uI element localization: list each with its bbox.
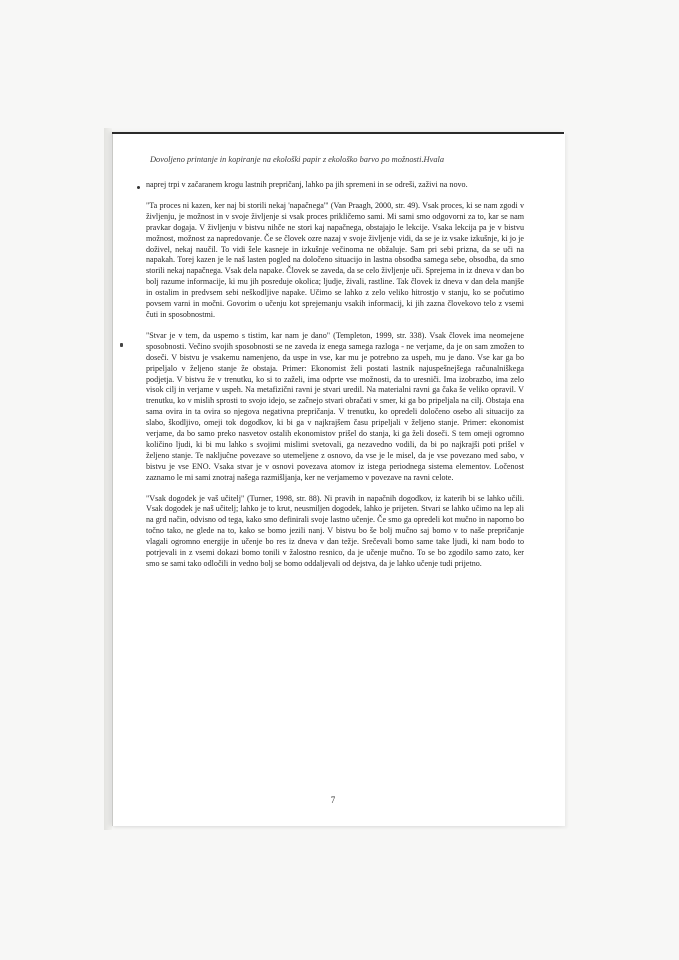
paragraph-4: "Vsak dogodek je vaš učitelj" (Turner, 1998, str. 88). Ni pravih in napačnih dogodkov, iz katerih bi se lahko učili. Vsak dogodek je naš učitelj; lahko je to krut, neusmiljen dogodek, lahko je prijeten. Stvari se lahko učimo na lep ali na grd način, odvisno od tega, kako smo definirali svoje lastno učenje. Če smo ga opredeli kot mučno in naporno bo točno tako, ne glede na to, kako se bomo jezili nanj. V bistvu bo še bolj mučno saj bomo v to naše prepričanje vlagali ogromno energije in učenje bo res iz dneva v dan težje. Srečevali bomo same take ljudi, ki nam bodo to potrjevali in z vsemi dokazi bomo tonili v žalostno resnico, da je učenje mučno. To se bo zgodilo samo zato, ker smo se sami tako odločili in vedno bolj se bomo oddaljevali od dejstva, da je lahko učenje tudi prijetno.: [146, 493, 524, 568]
paragraph-3: "Stvar je v tem, da uspemo s tistim, kar nam je dano" (Templeton, 1999, str. 338). Vsak človek ima neomejene sposobnosti. Večino svojih sposobnosti se ne zaveda iz enega samega razloga - ne verjame, da je on sam zmožen to doseči. V bistvu je vsakemu namenjeno, da uspe in vse, kar mu je potrebno za uspeh, mu je dano. Vse kar ga bo pripeljalo v željeno stanje že obstaja. Primer: Ekonomist želi postati lastnik najuspešnejšega računalniškega podjetja. V bistvu že v trenutku, ko si to zaželi, ima odprte vse možnosti, da to uresniči. Ima izobrazbo, ima zelo visok cilj in verjame v uspeh. Na metafizični ravni je stvari uredil. Na materialni ravni ga čaka še veliko opravil. V trenutku, ko v mislih sprosti to svojo idejo, se začnejo stvari obračati v smer, ki ga bo pripeljala na cilj. Obstaja ena sama ovira in ta ovira so njegova negativna prepričanja. V trenutku, ko opredeli določeno osebo ali situacijo za slabo, škodljivo, omeji tok dogodkov, ki bi ga v najkrajšem času pripeljali v željeno stanje. Primer: ekonomist verjame, da bo samo preko nasvetov ostalih ekonomistov prišel do stanja, ki ga želi doseči. S tem omeji ogromno količino ljudi, ki bi mu lahko s svojimi mislimi svetovali, ga nezavedno vodili, da bi po najkrajši poti prišel v željeno stanje. Te nakljuĉne povezave so utemeljene z osnovo, da vse je le misel, da je vse povezano med sabo, v bistvu je vse ENO. Vsaka stvar je v osnovi povezava atomov iz istega periodnega sistema elementov. Ločenost zaznamo le mi sami znotraj našega razmišljanja, ker ne verjamemo v povezave na ravni celote.: [146, 330, 524, 482]
top-rule: [112, 132, 564, 134]
body-text: [146, 180, 524, 580]
paragraph-1: naprej trpi v začaranem krogu lastnih prepričanj, lahko pa jih spremeni in se odreši, zaživi na novo.: [146, 180, 468, 189]
margin-mark: [120, 343, 123, 347]
page-header: Dovoljeno printanje in kopiranje na ekološki papir z ekološko barvo po možnosti.Hvala: [150, 155, 445, 164]
paragraph-2: "Ta proces ni kazen, ker naj bi storili nekaj 'napačnega'" (Van Praagh, 2000, str. 49). Vsak proces, ki se nam zgodi v življenju, je možnost in v svoje življenje si vsak proces prikličemo sami. Mi sami smo odgovorni za to, kar se nam pravkar dogaja. V življenju v bistvu nihče ne stori kaj napačnega, obstajajo le lekcije. Vsaka lekcija pa je v bistvu možnost, možnost za napredovanje. Če se človek ozre nazaj v svoje življenje vidi, da se je iz vsake izkušnje, ki jo je doživel, nekaj naučil. To vidi šele kasneje in izkušnje večinoma ne obžaluje. Sam pri sebi prizna, da se uči na napakah. Torej kazen je le naš lasten pogled na določeno situacijo in lastna obsodba samega sebe, obsodba, da smo storili nekaj napačnega. Vsak dela napake. Človek se zaveda, da se celo življenje uči. Sprejema in iz dneva v dan bo bolj razume informacije, ki mu jih posreduje okolica; ljudje, živali, rastline. Tak človek iz dneva v dan dela manjše in ostalim in predvsem sebi neškodljive napake. Učimo se lahko z zelo veliko hitrostjo v stanju, ko se počutimo povsem varni in močni. Govorim o učenju kot sprejemanju vsakih informacij, ki jih zazna človekovo telo z vsemi čuti in sposobnostmi.: [146, 200, 524, 319]
bullet-mark: [137, 186, 140, 189]
page-number: 7: [330, 795, 336, 805]
paper-edge: [104, 128, 112, 830]
